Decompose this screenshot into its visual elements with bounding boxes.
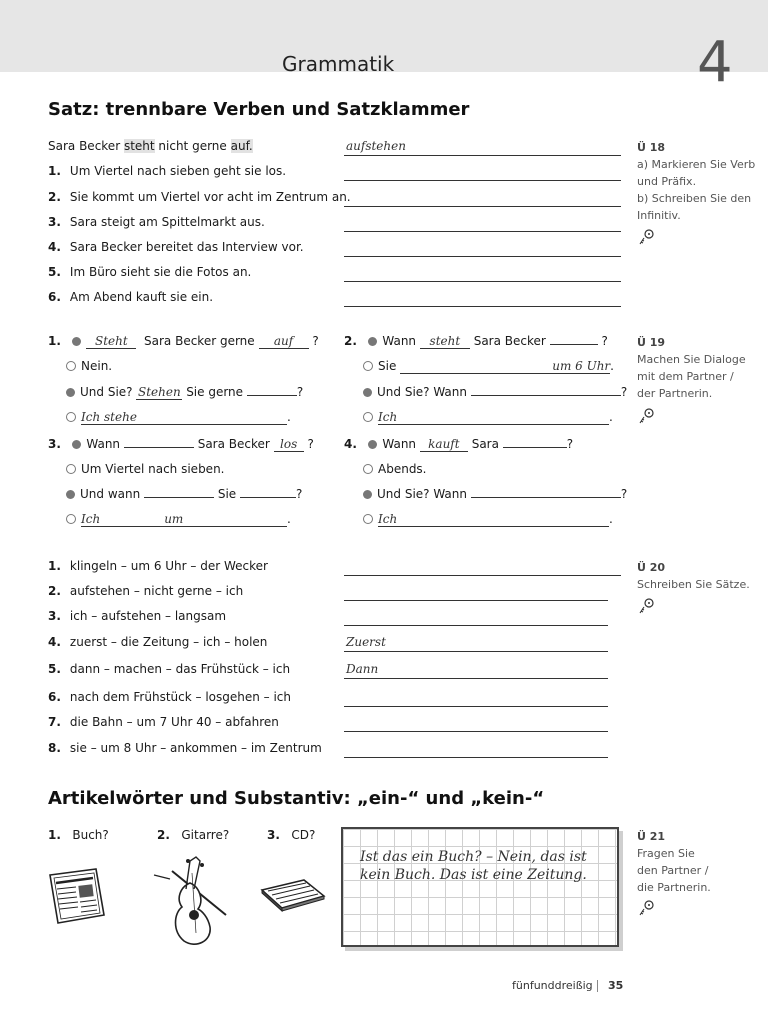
item-number: 3. xyxy=(267,828,280,842)
item-words: ich – aufstehen – langsam xyxy=(69,609,227,623)
answer-line[interactable] xyxy=(344,651,608,652)
ex21-instr-3: die Partnerin. xyxy=(637,881,711,894)
speaker-a-dot xyxy=(66,490,75,499)
item-number: 2. xyxy=(48,190,61,204)
dialog-1-line-2 xyxy=(66,359,112,373)
section-heading-verbs: Satz: trennbare Verben und Satzklammer xyxy=(48,99,470,120)
ex20-instructions xyxy=(637,559,750,593)
item-words: nach dem Frühstück – losgehen – ich xyxy=(69,690,292,704)
ex19-instr-1: Machen Sie Dialoge xyxy=(637,353,746,366)
gap-fill[interactable] xyxy=(550,344,598,345)
ex18-item xyxy=(48,240,304,254)
handwritten-start: Dann xyxy=(346,662,379,676)
ex18-instructions xyxy=(637,139,755,224)
gap-fill[interactable] xyxy=(144,497,214,498)
example-pre: Sara Becker xyxy=(48,139,124,153)
example-answer: aufstehen xyxy=(346,139,406,153)
dialog-text: Sie xyxy=(217,487,237,501)
ex21-label: Ü 21 xyxy=(637,830,666,843)
dialog-text: Sara xyxy=(471,437,499,451)
item-sentence: Um Viertel nach sieben geht sie los. xyxy=(69,164,287,178)
speaker-b-dot xyxy=(66,361,76,371)
ex19-label: Ü 19 xyxy=(637,336,666,349)
item-label: Buch? xyxy=(72,828,109,842)
item-guitar xyxy=(157,828,229,842)
item-words: zuerst – die Zeitung – ich – holen xyxy=(69,635,268,649)
answer-line[interactable] xyxy=(344,180,621,181)
item-words: sie – um 8 Uhr – ankommen – im Zentrum xyxy=(69,741,322,755)
question-mark: ? xyxy=(601,334,608,348)
ex20-item xyxy=(48,690,291,704)
item-words: aufstehen – nicht gerne – ich xyxy=(69,584,244,598)
ex20-label: Ü 20 xyxy=(637,561,666,574)
item-number: 4. xyxy=(48,240,61,254)
ex20-item xyxy=(48,741,322,755)
dialog-text: Um Viertel nach sieben. xyxy=(81,462,225,476)
ex21-instructions xyxy=(637,828,711,896)
speaker-a-dot xyxy=(72,440,81,449)
audio-cd-icon[interactable] xyxy=(638,597,656,615)
dialog-text: Und Sie? Wann xyxy=(377,487,467,501)
item-number: 2. xyxy=(48,584,61,598)
example-mid: nicht gerne xyxy=(154,139,231,153)
ex20-item xyxy=(48,584,243,598)
audio-cd-icon[interactable] xyxy=(638,407,656,425)
speaker-b-dot xyxy=(66,464,76,474)
ex19-instr-3: der Partnerin. xyxy=(637,387,713,400)
guitar-illustration xyxy=(150,853,240,949)
question-mark: ? xyxy=(296,487,303,501)
ex18-item xyxy=(48,290,213,304)
item-number: 6. xyxy=(48,290,61,304)
ex18-label: Ü 18 xyxy=(637,141,666,154)
dialog-1-line-3 xyxy=(66,385,303,400)
answer-grid-box[interactable] xyxy=(341,827,619,947)
speaker-a-dot xyxy=(363,490,372,499)
answer-line[interactable] xyxy=(344,256,621,257)
gap-fill[interactable]: Ich stehe xyxy=(81,410,287,425)
dialog-1-number: 1. xyxy=(48,334,61,348)
gap-fill[interactable] xyxy=(471,395,621,396)
dialog-text: Sie gerne xyxy=(186,385,244,399)
gap-fill[interactable]: auf xyxy=(259,334,309,349)
ex18-instr-a2: und Präfix. xyxy=(637,175,697,188)
ex20-item xyxy=(48,662,290,676)
question-mark: ? xyxy=(296,385,304,399)
item-sentence: Sara Becker bereitet das Interview vor. xyxy=(69,240,304,254)
ex18-item xyxy=(48,215,265,229)
ex20-instr-1: Schreiben Sie Sätze. xyxy=(637,578,750,591)
dialog-2-line-2: Sie um 6 Uhr. xyxy=(363,359,614,374)
ex19-instr-2: mit dem Partner / xyxy=(637,370,734,383)
answer-handwriting: Ist das ein Buch? – Nein, das ist kein Buch. Das ist eine Zeitung. xyxy=(360,849,587,883)
item-sentence: Sara steigt am Spittelmarkt aus. xyxy=(69,215,265,229)
question-mark: ? xyxy=(620,487,628,501)
gap-fill-word: um xyxy=(164,512,184,526)
audio-cd-icon[interactable] xyxy=(638,228,656,246)
newspaper-illustration xyxy=(46,865,108,927)
speaker-b-dot xyxy=(363,464,373,474)
ex18-instr-b: b) Schreiben Sie den xyxy=(637,192,752,205)
item-words: klingeln – um 6 Uhr – der Wecker xyxy=(69,559,268,573)
gap-fill[interactable] xyxy=(124,447,194,448)
dialog-text: Sara Becker gerne xyxy=(144,334,255,348)
item-number: 5. xyxy=(48,265,61,279)
dialog-text: Wann xyxy=(86,437,121,451)
answer-line[interactable] xyxy=(344,155,621,156)
question-mark: ? xyxy=(312,334,319,348)
chapter-number: 4 xyxy=(697,30,733,95)
ex20-item xyxy=(48,715,279,729)
dialog-4-number: 4. xyxy=(344,437,357,451)
dialog-text: Nein. xyxy=(81,359,113,373)
dialog-2-line-3 xyxy=(363,385,627,399)
item-number: 2. xyxy=(157,828,170,842)
page-number: 35 xyxy=(608,979,624,992)
ex20-item xyxy=(48,635,267,649)
gap-fill[interactable]: los xyxy=(274,437,304,452)
item-number: 8. xyxy=(48,741,61,755)
gap-fill[interactable] xyxy=(471,497,621,498)
dialog-4-line-3 xyxy=(363,487,627,501)
item-label: Gitarre? xyxy=(181,828,230,842)
ex20-item xyxy=(48,559,268,573)
gap-fill[interactable] xyxy=(503,447,567,448)
answer-line[interactable] xyxy=(344,731,608,732)
item-number: 7. xyxy=(48,715,61,729)
answer-line[interactable] xyxy=(344,206,621,207)
gap-fill[interactable]: Ich xyxy=(378,512,609,527)
speaker-b-dot xyxy=(66,412,76,422)
example-verb-marked: steht xyxy=(123,139,155,153)
dialog-text: Und Sie? Wann xyxy=(377,385,467,399)
answer-line[interactable] xyxy=(344,600,608,601)
answer-line[interactable] xyxy=(344,231,621,232)
gap-fill-word: Ich xyxy=(81,512,101,526)
section-heading-articles: Artikelwörter und Substantiv: „ein-“ und „kein-“ xyxy=(48,788,545,809)
dialog-3-line-1 xyxy=(48,437,314,452)
item-number: 6. xyxy=(48,690,61,704)
dialog-text: Und Sie? xyxy=(80,385,133,399)
gap-fill[interactable]: Ich xyxy=(378,410,609,425)
question-mark: ? xyxy=(620,385,628,399)
answer-line[interactable] xyxy=(344,625,608,626)
dialog-text: Sara Becker xyxy=(197,437,270,451)
answer-line[interactable] xyxy=(344,575,621,576)
gap-fill[interactable] xyxy=(81,512,287,527)
dialog-text: Wann xyxy=(382,334,417,348)
item-sentence: Im Büro sieht sie die Fotos an. xyxy=(69,265,252,279)
speaker-a-dot xyxy=(368,337,377,346)
item-sentence: Sie kommt um Viertel vor acht im Zentrum an. xyxy=(69,190,351,204)
footer-divider xyxy=(597,980,598,992)
answer-line[interactable] xyxy=(344,757,608,758)
question-mark: ? xyxy=(566,437,574,451)
item-number: 1. xyxy=(48,828,61,842)
speaker-b-dot xyxy=(363,361,373,371)
item-words: die Bahn – um 7 Uhr 40 – abfahren xyxy=(69,715,279,729)
item-number: 4. xyxy=(48,635,61,649)
gap-fill[interactable] xyxy=(247,395,297,396)
dialog-3-line-2 xyxy=(66,462,224,476)
gap-fill[interactable]: Steht xyxy=(86,334,136,349)
speaker-a-dot xyxy=(368,440,377,449)
speaker-a-dot xyxy=(66,388,75,397)
item-sentence: Am Abend kauft sie ein. xyxy=(69,290,214,304)
gap-fill[interactable]: Stehen xyxy=(138,385,181,399)
speaker-b-dot xyxy=(363,412,373,422)
ex18-instr-b2: Infinitiv. xyxy=(637,209,681,222)
item-number: 3. xyxy=(48,215,61,229)
answer-line[interactable] xyxy=(344,706,608,707)
ex21-instr-1: Fragen Sie xyxy=(637,847,695,860)
dialog-2-line-4: Ich . xyxy=(363,410,613,425)
dialog-text: Sara Becker xyxy=(473,334,546,348)
example-sentence xyxy=(48,139,253,153)
item-number: 1. xyxy=(48,164,61,178)
dialog-1-line-1 xyxy=(48,334,319,349)
dialog-text: Sie xyxy=(378,359,397,373)
question-mark: ? xyxy=(307,437,314,451)
item-number: 3. xyxy=(48,609,61,623)
ex20-item xyxy=(48,609,226,623)
speaker-a-dot xyxy=(363,388,372,397)
item-book xyxy=(48,828,109,842)
dialog-3-number: 3. xyxy=(48,437,61,451)
dialog-2-number: 2. xyxy=(344,334,357,348)
chapter-title: Grammatik xyxy=(282,52,395,76)
ex21-instr-2: den Partner / xyxy=(637,864,709,877)
dialog-3-line-3 xyxy=(66,487,302,501)
dialog-4-line-4: Ich . xyxy=(363,512,613,527)
item-words: dann – machen – das Frühstück – ich xyxy=(69,662,291,676)
ex18-item xyxy=(48,190,351,204)
handwritten-start: Zuerst xyxy=(346,635,386,649)
ex18-item xyxy=(48,164,286,178)
dialog-text: Und wann xyxy=(80,487,141,501)
speaker-a-dot xyxy=(72,337,81,346)
gap-fill[interactable]: steht xyxy=(420,334,470,349)
dialog-2-line-1 xyxy=(344,334,608,349)
gap-fill[interactable] xyxy=(240,497,296,498)
speaker-b-dot xyxy=(66,514,76,524)
answer-line[interactable] xyxy=(344,306,621,307)
ex19-instructions xyxy=(637,334,746,402)
dialog-text: Wann xyxy=(382,437,417,451)
dialog-4-line-1 xyxy=(344,437,573,452)
item-number: 5. xyxy=(48,662,61,676)
dialog-1-line-4: Ich stehe . xyxy=(66,410,291,425)
item-cd xyxy=(267,828,315,842)
speaker-b-dot xyxy=(363,514,373,524)
ex18-instr-a: a) Markieren Sie Verb xyxy=(637,158,756,171)
item-number: 1. xyxy=(48,559,61,573)
answer-line[interactable] xyxy=(344,678,608,679)
dialog-text: Abends. xyxy=(378,462,427,476)
dialog-3-line-4: Ich um . xyxy=(66,512,291,527)
item-label: CD? xyxy=(291,828,316,842)
gap-fill[interactable]: kauft xyxy=(420,437,468,452)
dialog-4-line-2 xyxy=(363,462,427,476)
example-prefix-marked: auf. xyxy=(230,139,253,153)
answer-line[interactable] xyxy=(344,281,621,282)
cd-case-illustration xyxy=(258,878,328,912)
gap-fill[interactable]: um 6 Uhr xyxy=(400,359,610,374)
page-word: fünfunddreißig xyxy=(512,979,593,992)
audio-cd-icon[interactable] xyxy=(638,899,656,917)
ex18-item xyxy=(48,265,251,279)
